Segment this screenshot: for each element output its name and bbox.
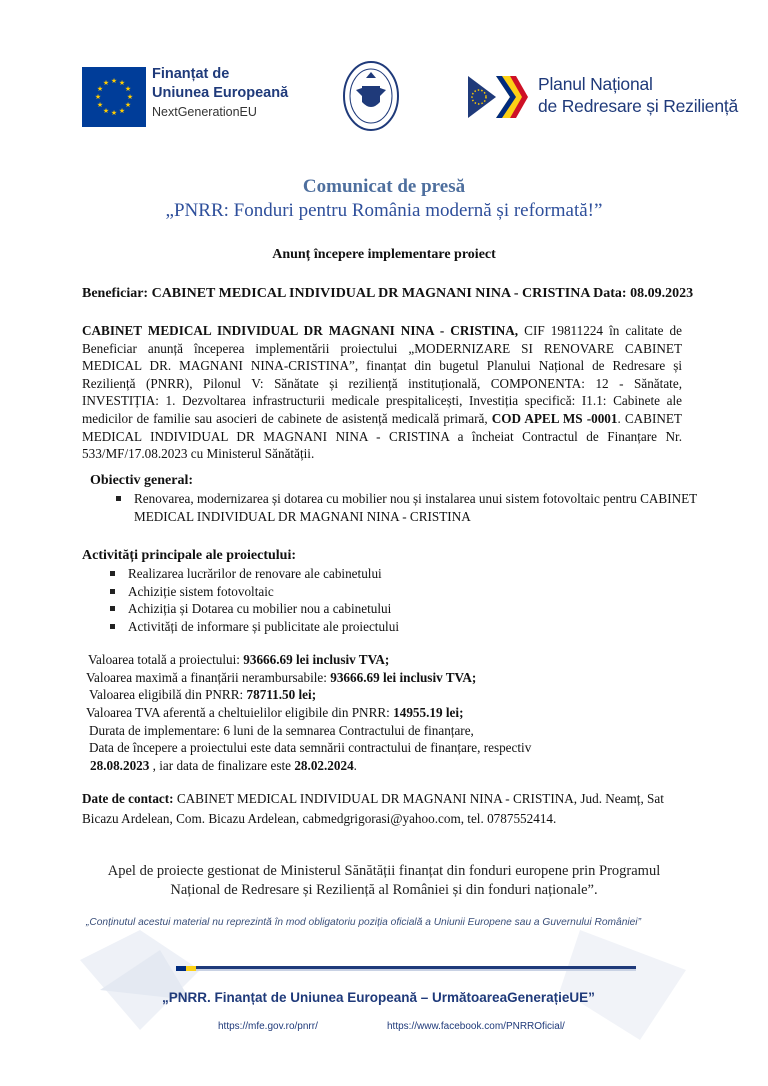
svg-text:★: ★: [124, 85, 132, 93]
svg-text:★: ★: [110, 109, 118, 117]
beneficiary-line: Beneficiar: CABINET MEDICAL INDIVIDUAL DR MAGNANI NINA - CRISTINA Data: 08.09.2023: [82, 286, 694, 301]
objective-section: [90, 473, 730, 525]
value-dates: [90, 757, 531, 775]
pnrr-line-2: de Redresare și Reziliență: [538, 96, 739, 116]
intro-beneficiary-name: CABINET MEDICAL INDIVIDUAL DR MAGNANI NINA - CRISTINA,: [82, 323, 519, 338]
value-duration: Durata de implementare: 6 luni de la semnarea Contractului de finanțare,: [89, 722, 474, 738]
value-eligible-amount: 78711.50 lei;: [246, 687, 317, 703]
project-values: [88, 651, 531, 775]
pnrr-logo-text: [538, 73, 738, 117]
footer-slogan: „PNRR. Finanțat de Uniunea Europeană – UrmătoareaGenerațieUE”: [162, 990, 595, 1005]
press-release-title: Comunicat de presă: [302, 176, 466, 197]
svg-text:★: ★: [126, 93, 134, 101]
pnrr-logo-icon: [466, 74, 528, 120]
value-tva: [86, 704, 531, 722]
value-max: [86, 669, 531, 687]
value-eligible: [89, 686, 531, 704]
contact-text: CABINET MEDICAL INDIVIDUAL DR MAGNANI NINA - CRISTINA, Jud. Neamț, Sat Bicazu Ardelean, Com. Bicazu Ardelean, cabmedgrigorasi@yahoo.com, tel. 0787552414.: [82, 791, 664, 826]
end-text: , iar data de finalizare este: [149, 758, 295, 774]
value-max-amount: 93666.69 lei inclusiv TVA;: [330, 669, 477, 685]
contact-paragraph: [82, 789, 682, 829]
svg-text:★: ★: [110, 77, 118, 85]
svg-text:★: ★: [96, 101, 104, 109]
value-tva-label: Valoarea TVA aferentă a cheltuielilor eligibile din PNRR:: [86, 705, 394, 721]
intro-text-2: . CABINET MEDICAL INDIVIDUAL DR MAGNANI NINA - CRISTINA a încheiat Contractul de Finanțare Nr. 533/MF/17.08.2023 cu Ministerul Sănătății.: [82, 410, 682, 462]
eu-line-1: Finanțat de: [152, 66, 230, 82]
value-total-amount: 93666.69 lei inclusiv TVA;: [243, 652, 390, 667]
intro-paragraph: [82, 322, 682, 463]
footer-background-graphic: [80, 930, 686, 1040]
value-eligible-label: Valoarea eligibilă din PNRR:: [89, 687, 247, 703]
objective-item: Renovarea, modernizarea și dotarea cu mobilier nou și instalarea unui sistem fotovoltaic pentru CABINET MEDICAL INDIVIDUAL DR MAGNANI NINA - CRISTINA: [110, 490, 730, 525]
intro-text-1: CIF 19811224 în calitate de Beneficiar anunță începerea implementării proiectului „MODERNIZARE SI RENOVARE CABINET MEDICAL DR. MAGNANI NINA-CRISTINA”, finanțat din bugetul Planului Național de Redresare și Reziliență (PNRR), Pilonul V: Sănătate și reziliență instituțională, COMPONENTA: 12 - Sănătate, INVESTIȚIA: 1. Dezvoltarea infrastructurii medicale prespitalicești, Investiția specifică: I1.1: Cabinete ale medicilor de familie sau asocieri de cabinete de asistență medicală primară,: [82, 323, 682, 426]
contact-label: Date de contact:: [82, 791, 174, 806]
activity-item: Achiziție sistem fotovoltaic: [104, 583, 682, 601]
svg-text:★: ★: [94, 93, 102, 101]
footer-disclaimer: „Conținutul acestui material nu reprezintă în mod obligatoriu poziția oficială a Uniunii Europene sau a Guvernului României”: [86, 917, 641, 928]
footer-link-facebook[interactable]: https://www.facebook.com/PNRROficial/: [387, 1021, 565, 1032]
press-release-slogan: „PNRR: Fonduri pentru România modernă și reformată!”: [165, 200, 603, 221]
eu-line-3: NextGenerationEU: [152, 105, 257, 119]
start-date: 28.08.2023: [90, 758, 150, 774]
value-total-label: Valoarea totală a proiectului:: [88, 652, 244, 667]
eu-line-2: Uniunea Europeană: [152, 85, 289, 101]
svg-text:★: ★: [96, 85, 104, 93]
guvernul-romaniei-seal-icon: [342, 60, 400, 132]
value-tva-amount: 14955.19 lei;: [393, 705, 464, 721]
svg-text:★: ★: [118, 79, 126, 87]
intro-call-code: COD APEL MS -0001: [491, 410, 618, 426]
svg-text:★: ★: [118, 107, 126, 115]
footer-flag-bar: [176, 958, 636, 963]
eu-funding-logo-text: [152, 65, 288, 122]
activities-heading: Activități principale ale proiectului:: [82, 548, 296, 563]
value-start: Data de începere a proiectului este data semnării contractului de finanțare, respectiv: [89, 740, 532, 756]
objective-list: [110, 490, 730, 525]
svg-text:★: ★: [102, 107, 110, 115]
pnrr-line-1: Planul Național: [538, 74, 653, 94]
activity-item: Activități de informare și publicitate ale proiectului: [104, 618, 682, 636]
objective-heading: Obiectiv general:: [90, 473, 194, 488]
value-max-label: Valoarea maximă a finanțării nerambursabile:: [86, 669, 331, 685]
svg-text:★: ★: [102, 79, 110, 87]
apel-statement: Apel de proiecte gestionat de Ministerul Sănătății finanțat din fonduri europene prin Programul Național de Redresare și Reziliență al României și din fonduri naționale”.: [107, 863, 661, 898]
end-dot: .: [353, 758, 357, 774]
svg-text:★: ★: [124, 101, 132, 109]
announcement-subtitle: Anunț începere implementare proiect: [272, 247, 496, 262]
end-date: 28.02.2024: [294, 758, 354, 774]
activity-item: Achiziția și Dotarea cu mobilier nou a cabinetului: [104, 600, 682, 618]
eu-flag-icon: [82, 67, 146, 127]
activities-section: [82, 548, 682, 635]
footer-link-mfe[interactable]: https://mfe.gov.ro/pnrr/: [218, 1021, 318, 1032]
activity-item: Realizarea lucrărilor de renovare ale cabinetului: [104, 565, 682, 583]
activities-list: [104, 565, 682, 635]
value-total: [88, 651, 531, 669]
